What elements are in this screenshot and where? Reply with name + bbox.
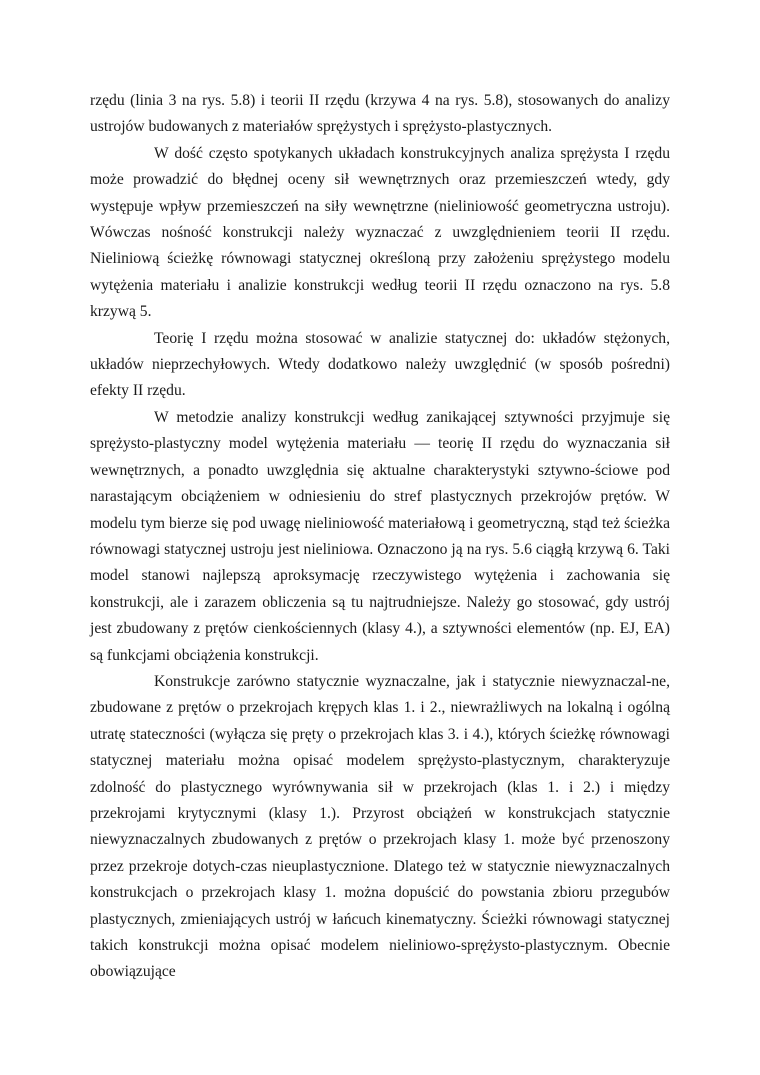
paragraph: Teorię I rzędu można stosować w analizie statycznej do: układów stężonych, układów nieprzechyłowych. Wtedy dodatkowo należy uwzględnić (w sposób pośredni) efekty II rzędu.	[90, 329, 670, 400]
document-body	[90, 88, 670, 986]
paragraph: W metodzie analizy konstrukcji według zanikającej sztywności przyjmuje się sprężysto-plastyczny model wytężenia materiału — teorię II rzędu do wyznaczania sił wewnętrznych, a ponadto uwzględnia się aktualne charakterystyki sztywno-ściowe pod narastającym obciążeniem w odniesieniu do stref plastycznych przekrojów prętów. W modelu tym bierze się pod uwagę nieliniowość materiałową i geometryczną, stąd też ścieżka równowagi statycznej ustroju jest nieliniowa. Oznaczono ją na rys. 5.6 ciągłą krzywą 6. Taki model stanowi najlepszą aproksymację rzeczywistego wytężenia i zachowania się konstrukcji, ale i zarazem obliczenia są tu najtrudniejsze. Należy go stosować, gdy ustrój jest zbudowany z prętów cienkościennych (klasy 4.), a sztywności elementów (np. EJ, EA) są funkcjami obciążenia konstrukcji.	[90, 408, 670, 664]
paragraph: Konstrukcje zarówno statycznie wyznaczalne, jak i statycznie niewyznaczal-ne, zbudowane z prętów o przekrojach krępych klas 1. i 2., niewrażliwych na lokalną i ogólną utratę stateczności (wyłącza się pręty o przekrojach klas 3. i 4.), których ścieżkę równowagi statycznej materiału można opisać modelem sprężysto-plastycznym, charakteryzuje zdolność do plastycznego wyrównywania sił w przekrojach (klas 1. i 2.) i między przekrojami krytycznymi (klasy 1.). Przyrost obciążeń w konstrukcjach statycznie niewyznaczalnych zbudowanych z prętów o przekrojach klasy 1. może być przenoszony przez przekroje dotych-czas nieuplastycznione. Dlatego też w statycznie niewyznaczalnych konstrukcjach o przekrojach klasy 1. można dopuścić do powstania zbioru przegubów plastycznych, zmieniających ustrój w łańcuch kinematyczny. Ścieżki równowagi statycznej takich konstrukcji można opisać modelem nieliniowo-sprężysto-plastycznym. Obecnie obowiązujące	[90, 672, 670, 981]
paragraph: W dość często spotykanych układach konstrukcyjnych analiza sprężysta I rzędu może prowadzić do błędnej oceny sił wewnętrznych oraz przemieszczeń wtedy, gdy występuje wpływ przemieszczeń na siły wewnętrzne (nieliniowość geometryczna ustroju). Wówczas nośność konstrukcji należy wyznaczać z uwzględnieniem teorii II rzędu. Nieliniową ścieżkę równowagi statycznej określoną przy założeniu sprężystego modelu wytężenia materiału i analizie konstrukcji według teorii II rzędu oznaczono na rys. 5.8 krzywą 5.	[90, 144, 670, 321]
paragraph: rzędu (linia 3 na rys. 5.8) i teorii II rzędu (krzywa 4 na rys. 5.8), stosowanych do analizy ustrojów budowanych z materiałów sprężystych i sprężysto-plastycznych.	[90, 92, 670, 136]
